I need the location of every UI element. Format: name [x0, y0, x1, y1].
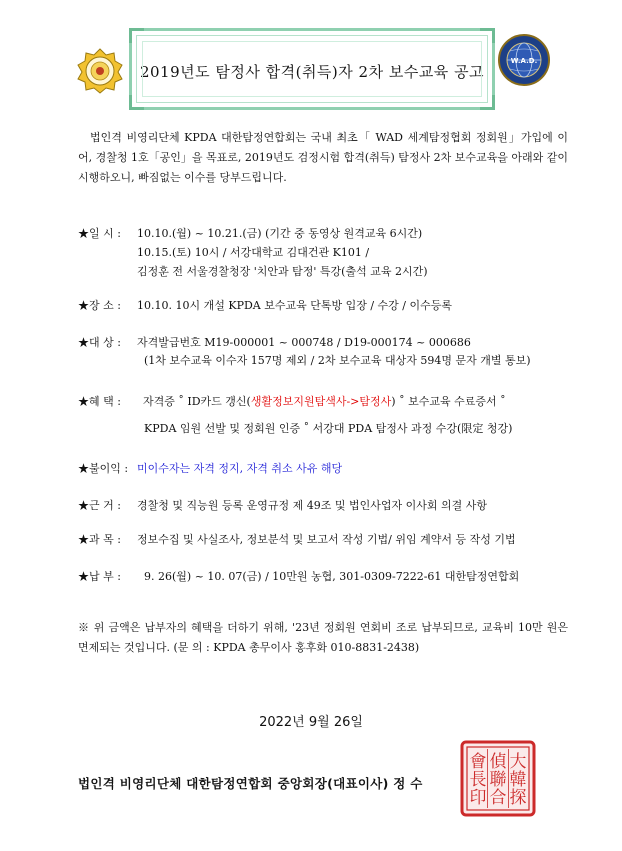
target-label: ★대 상 : [78, 336, 121, 349]
basis-text: 경찰청 및 직능원 등록 운영규정 제 49조 및 법인사업자 이사회 의결 사항 [137, 499, 487, 512]
wad-seal-text: W.A.D. [510, 57, 538, 65]
penalty-label: ★불이익 : [78, 462, 129, 475]
schedule-line-2: 10.15.(토) 10시 / 서강대학교 김대건관 K101 / [137, 246, 370, 259]
benefits-text-a: 자격증 ˚ ID카드 갱신( [143, 395, 251, 408]
benefits-text-b: ) ˚ 보수교육 수료증서 ˚ [391, 395, 506, 408]
benefits-label: ★혜 택 : [78, 395, 121, 408]
association-seal-icon [77, 48, 123, 94]
payment-label: ★납 부 : [78, 570, 121, 583]
svg-text:大: 大 [509, 752, 527, 772]
svg-text:韓: 韓 [509, 770, 527, 790]
benefits-line-1 [143, 393, 506, 409]
svg-text:合: 合 [489, 788, 507, 808]
svg-text:探: 探 [509, 788, 527, 808]
svg-text:印: 印 [469, 788, 487, 808]
target-line-1: 자격발급번호 M19-000001 ~ 000748 / D19-000174 ~ 000686 [137, 336, 471, 349]
svg-text:偵: 偵 [489, 752, 507, 772]
payment-text: 9. 26(월) ~ 10. 07(금) / 10만원 농협, 301-0309-7222-61 대한탐정연합회 [144, 570, 520, 583]
penalty-text: 미이수자는 자격 정지, 자격 취소 사유 해당 [137, 462, 343, 475]
svg-text:聯: 聯 [489, 770, 507, 790]
place-label: ★장 소 : [78, 299, 121, 312]
official-red-seal-icon [460, 740, 536, 817]
schedule-label: ★일 시 : [78, 227, 121, 240]
benefits-line-2: KPDA 임원 선발 및 정회원 인증 ˚ 서강대 PDA 탐정사 과정 수강(限定 청강) [144, 422, 513, 435]
schedule-line-1: 10.10.(월) ~ 10.21.(금) (기간 중 동영상 원격교육 6시간) [137, 227, 423, 240]
title-frame [129, 28, 495, 110]
target-line-2: (1차 보수교육 이수자 157명 제외 / 2차 보수교육 대상자 594명 문자 개별 통보) [144, 354, 531, 367]
svg-text:會: 會 [469, 752, 487, 772]
benefits-highlight: 생활정보지원탐색사->탐정사 [250, 395, 392, 408]
basis-label: ★근 거 : [78, 499, 121, 512]
schedule-line-3: 김정훈 전 서울경찰청장 '치안과 탐정' 특강(출석 교육 2시간) [137, 265, 428, 278]
issue-date: 2022년 9월 26일 [259, 715, 363, 730]
page-title: 2019년도 탐정사 합격(취득)자 2차 보수교육 공고 [139, 63, 485, 81]
svg-text:長: 長 [469, 770, 487, 790]
place-text: 10.10. 10시 개설 KPDA 보수교육 단톡방 입장 / 수강 / 이수등록 [137, 299, 453, 312]
signature-line: 법인격 비영리단체 대한탐정연합회 중앙회장(대표이사) 정 수 [78, 776, 423, 791]
subjects-label: ★과 목 : [78, 533, 121, 546]
intro-paragraph: 법인격 비영리단체 KPDA 대한탐정연합회는 국내 최초「 WAD 세계탐정협회 정회원」가입에 이어, 경찰청 1호「공인」을 목표로, 2019년도 검정시험 합격(취득) 탐정사 2차 보수교육을 아래와 같이 시행하오니, 빠짐없는 이수를 당부드립니다. [78, 131, 568, 184]
wad-globe-icon [498, 29, 550, 91]
subjects-text: 정보수집 및 사실조사, 정보분석 및 보고서 작성 기법/ 위임 계약서 등 작성 기법 [137, 533, 516, 546]
fee-note: ※ 위 금액은 납부자의 혜택을 더하기 위해, '23년 정회원 연회비 조로 납부되므로, 교육비 10만 원은 면제되는 것입니다. (문 의 : KPDA 총무이사 홍후화 010-8831-2438) [78, 621, 568, 654]
